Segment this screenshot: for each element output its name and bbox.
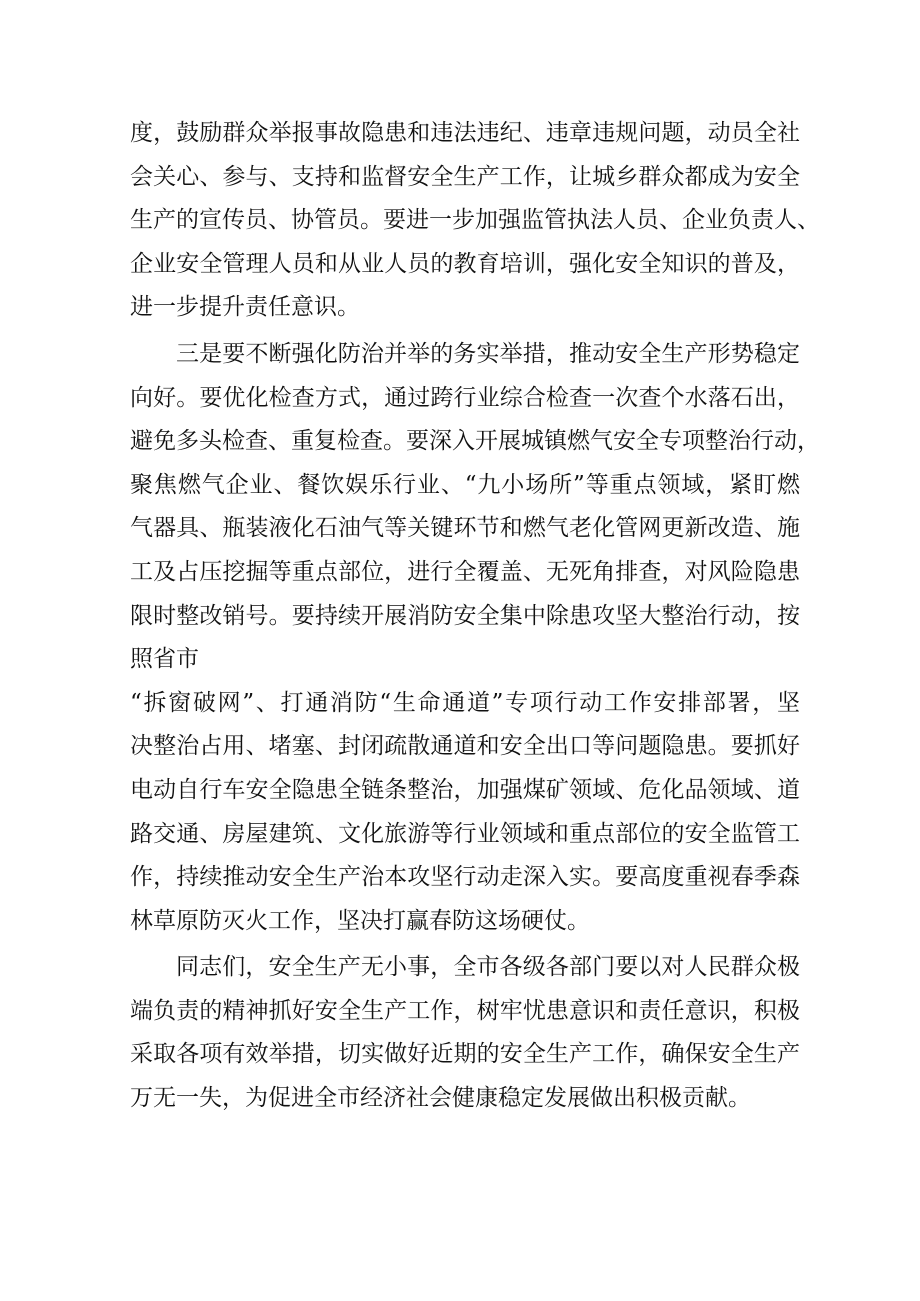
text-line: 生产的宣传员、协管员。要进一步加强监管执法人员、企业负责人、: [130, 207, 820, 234]
text-line: 端负责的精神抓好安全生产工作，树牢忧患意识和责任意识，积极: [130, 997, 800, 1024]
text-line: 工及占压挖掘等重点部位，进行全覆盖、无死角排查，对风险隐患: [130, 558, 800, 585]
text-line: 万无一失，为促进全市经济社会健康稳定发展做出积极贡献。: [130, 1085, 751, 1112]
text-line: 度，鼓励群众举报事故隐患和违法违纪、违章违规问题，动员全社: [130, 120, 800, 146]
text-line: 气器具、瓶装液化石油气等关键环节和燃气老化管网更新改造、施: [130, 515, 800, 542]
text-line: 限时整改销号。要持续开展消防安全集中除患攻坚大整治行动，按: [130, 602, 800, 629]
text-line: 照省市: [130, 646, 199, 673]
text-line: 电动自行车安全隐患全链条整治，加强煤矿领域、危化品领域、道: [130, 776, 800, 803]
document-body: [130, 112, 820, 1121]
text-line: 避免多头检查、重复检查。要深入开展城镇燃气安全专项整治行动，: [130, 428, 820, 455]
text-line: 向好。要优化检查方式，通过跨行业综合检查一次查个水落石出，: [130, 384, 800, 411]
text-line: “拆窗破网”、打通消防“生命通道”专项行动工作安排部署，坚: [130, 689, 800, 716]
text-line: 聚焦燃气企业、餐饮娱乐行业、“九小场所”等重点领域，紧盯燃: [130, 471, 800, 498]
text-line: 同志们，安全生产无小事，全市各级各部门要以对人民群众极: [176, 954, 800, 981]
text-line: 企业安全管理人员和从业人员的教育培训，强化安全知识的普及，: [130, 250, 800, 277]
text-line: 路交通、房屋建筑、文化旅游等行业领域和重点部位的安全监管工: [130, 820, 800, 847]
text-line: 作，持续推动安全生产治本攻坚行动走深入实。要高度重视春季森: [130, 864, 800, 891]
text-line: 进一步提升责任意识。: [130, 294, 360, 321]
text-line: 决整治占用、堵塞、封闭疏散通道和安全出口等问题隐患。要抓好: [130, 733, 800, 760]
text-line: 采取各项有效举措，切实做好近期的安全生产工作，确保安全生产: [130, 1041, 800, 1068]
text-line: 林草原防灭火工作，坚决打赢春防这场硬仗。: [130, 907, 590, 934]
text-line: 会关心、参与、支持和监督安全生产工作，让城乡群众都成为安全: [130, 163, 800, 190]
text-line: 三是要不断强化防治并举的务实举措，推动安全生产形势稳定: [176, 340, 800, 367]
